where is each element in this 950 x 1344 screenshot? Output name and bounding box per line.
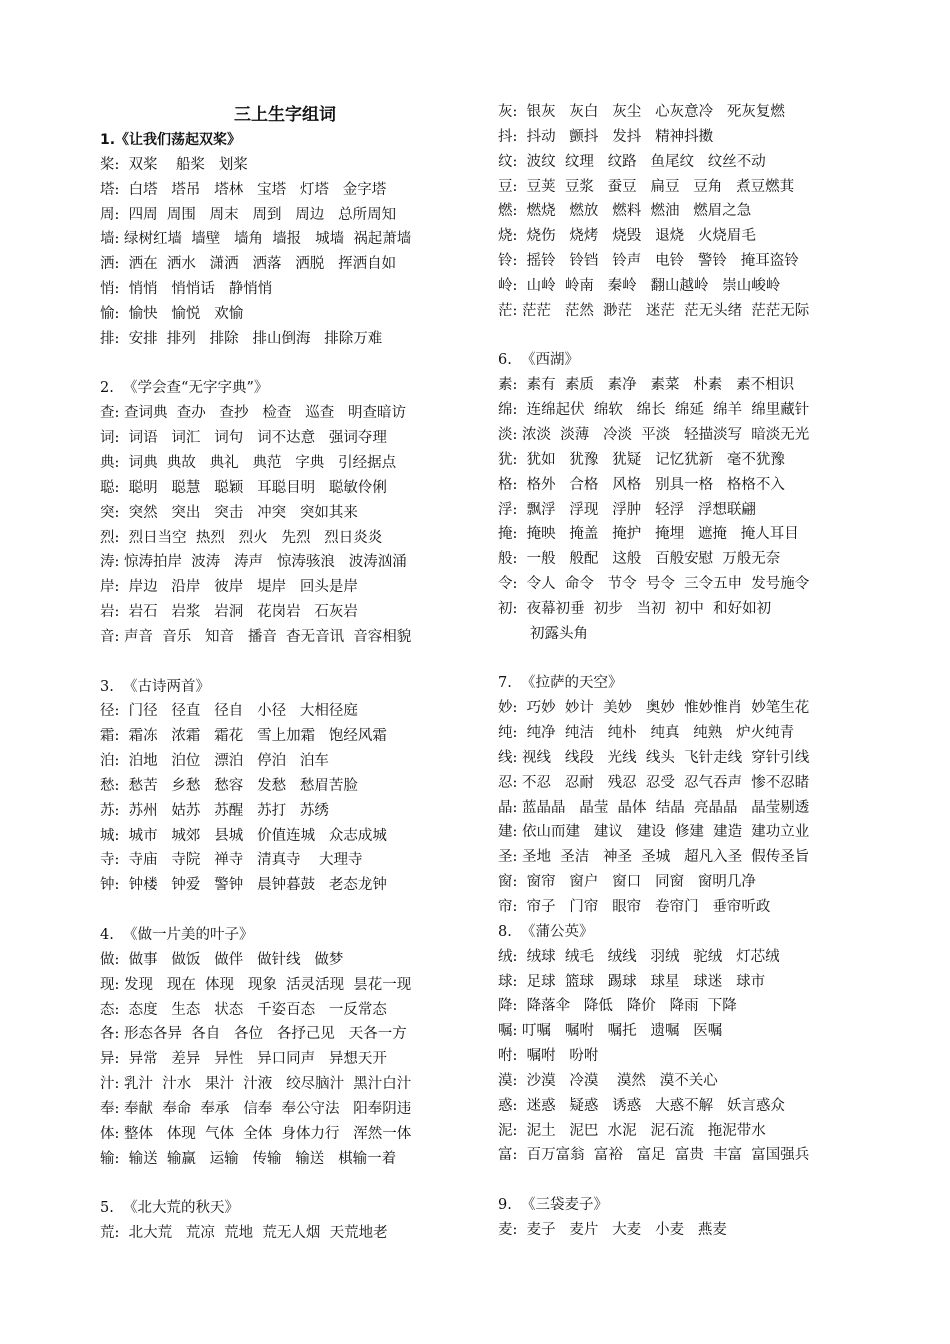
word-entry: 掩: 掩映 掩盖 掩护 掩埋 遮掩 掩人耳目	[498, 526, 799, 543]
word-entry: 豆: 豆荚 豆浆 蚕豆 扁豆 豆角 煮豆燃萁	[498, 178, 795, 195]
word-entry: 绵: 连绵起伏 绵软 绵长 绵延 绵羊 绵里藏针	[498, 402, 810, 419]
word-entry: 洒: 洒在 洒水 潇洒 洒落 洒脱 挥洒自如	[100, 256, 397, 273]
word-entry: 惑: 迷惑 疑惑 诱惑 大惑不解 妖言惑众	[498, 1097, 785, 1114]
word-entry: 灰: 银灰 灰白 灰尘 心灰意冷 死灰复燃	[498, 104, 785, 120]
word-entry: 纹: 波纹 纹理 纹路 鱼尾纹 纹丝不动	[498, 153, 766, 170]
word-entry: 桨: 双桨 船桨 划桨	[100, 156, 248, 173]
word-entry: 异: 异常 差异 异性 异口同声 异想天开	[100, 1051, 387, 1068]
word-entry: 茫: 茫茫 茫然 渺茫 迷茫 茫无头绪 茫茫无际	[498, 302, 810, 319]
lesson-heading: 8. 《蒲公英》	[498, 923, 594, 940]
word-entry: 咐: 嘱咐 吩咐	[498, 1048, 599, 1065]
word-entry: 漠: 沙漠 冷漠 漠然 漠不关心	[498, 1072, 718, 1089]
word-entry: 查: 查词典 查办 查抄 检查 巡查 明查暗访	[100, 405, 407, 422]
word-entry: 涛: 惊涛拍岸 波涛 涛声 惊涛骇浪 波涛汹涌	[100, 554, 407, 571]
word-entry: 嘱: 叮嘱 嘱咐 嘱托 遗嘱 医嘱	[498, 1023, 723, 1040]
word-entry: 麦: 麦子 麦片 大麦 小麦 燕麦	[498, 1221, 727, 1238]
word-entry: 烈: 烈日当空 热烈 烈火 先烈 烈日炎炎	[100, 529, 383, 546]
word-entry: 素: 素有 素质 素净 素菜 朴素 素不相识	[498, 377, 795, 394]
blank-line	[100, 352, 470, 377]
word-entry: 泥: 泥土 泥巴 水泥 泥石流 拖泥带水	[498, 1122, 766, 1139]
word-entry: 犹: 犹如 犹豫 犹疑 记忆犹新 毫不犹豫	[498, 451, 785, 468]
word-entry: 典: 词典 典故 典礼 典范 字典 引经据点	[100, 454, 397, 471]
word-entry: 寺: 寺庙 寺院 禅寺 清真寺 大理寺	[100, 852, 363, 869]
word-entry: 墙: 绿树红墙 墙壁 墙角 墙报 城墙 祸起萧墙	[100, 231, 412, 248]
word-entry: 做: 做事 做饭 做伴 做针线 做梦	[100, 951, 344, 968]
word-entry: 般: 一般 般配 这般 百般安慰 万般无奈	[498, 551, 781, 568]
lesson-heading: 7. 《拉萨的天空》	[498, 675, 623, 692]
word-entry: 淡: 浓淡 淡薄 冷淡 平淡 轻描淡写 暗淡无光	[498, 426, 810, 443]
blank-line	[100, 898, 470, 923]
lesson-heading: 5. 《北大荒的秋天》	[100, 1200, 240, 1217]
word-entry: 现: 发现 现在 体现 现象 活灵活现 昙花一现	[100, 976, 412, 993]
word-entry: 格: 格外 合格 风格 别具一格 格格不入	[498, 476, 785, 493]
word-entry: 排: 安排 排列 排除 排山倒海 排除万难	[100, 330, 383, 347]
word-entry: 周: 四周 周围 周末 周到 周边 总所周知	[100, 206, 397, 223]
lesson-heading: 6. 《西湖》	[498, 352, 580, 369]
word-entry: 体: 整体 体现 气体 全体 身体力行 浑然一体	[100, 1125, 412, 1142]
word-entry: 汁: 乳汁 汁水 果汁 汁液 绞尽脑汁 黑汁白汁	[100, 1076, 412, 1093]
word-entry: 建: 依山而建 建议 建设 修建 建造 建功立业	[498, 824, 810, 841]
word-entry: 浮: 飘浮 浮现 浮肿 轻浮 浮想联翩	[498, 501, 756, 518]
lesson-heading: 9. 《三袋麦子》	[498, 1197, 609, 1214]
word-entry: 苏: 苏州 姑苏 苏醒 苏打 苏绣	[100, 802, 329, 819]
word-entry: 各: 形态各异 各自 各位 各抒己见 天各一方	[100, 1026, 407, 1043]
word-entry: 霜: 霜冻 浓霜 霜花 雪上加霜 饱经风霜	[100, 728, 387, 745]
left-lines	[100, 128, 470, 1246]
word-entry: 岸: 岸边 沿岸 彼岸 堤岸 回头是岸	[100, 579, 358, 596]
word-entry: 泊: 泊地 泊位 漂泊 停泊 泊车	[100, 753, 329, 770]
blank-line	[100, 1171, 470, 1196]
word-entry: 窗: 窗帘 窗户 窗口 同窗 窗明几净	[498, 874, 756, 891]
blank-line	[498, 324, 868, 349]
lesson-heading: 1.《让我们荡起双桨》	[100, 132, 242, 148]
word-entry: 荒: 北大荒 荒凉 荒地 荒无人烟 天荒地老	[100, 1225, 388, 1242]
word-entry: 输: 输送 输赢 运输 传输 输送 棋输一着	[100, 1150, 397, 1167]
blank-line	[100, 650, 470, 675]
word-entry: 降: 降落伞 降低 降价 降雨 下降	[498, 998, 737, 1015]
word-entry: 音: 声音 音乐 知音 播音 杳无音讯 音容相貌	[100, 628, 412, 645]
word-entry: 突: 突然 突出 突击 冲突 突如其来	[100, 504, 358, 521]
word-entry: 愁: 愁苦 乡愁 愁容 发愁 愁眉苦脸	[100, 777, 358, 794]
word-entry: 铃: 摇铃 铃铛 铃声 电铃 警铃 掩耳盗铃	[498, 253, 799, 270]
left-column	[100, 100, 470, 1246]
word-entry: 线: 视线 线段 光线 线头 飞针走线 穿针引线	[498, 749, 810, 766]
blank-line	[498, 647, 868, 672]
lesson-heading: 2. 《学会查“无字字典”》	[100, 380, 269, 397]
word-entry: 绒: 绒球 绒毛 绒线 羽绒 驼绒 灯芯绒	[498, 948, 780, 965]
word-entry: 晶: 蓝晶晶 晶莹 晶体 结晶 亮晶晶 晶莹剔透	[498, 799, 810, 816]
word-entry: 词: 词语 词汇 词句 词不达意 强词夺理	[100, 430, 387, 447]
word-entry: 妙: 巧妙 妙计 美妙 奥妙 惟妙惟肖 妙笔生花	[498, 700, 810, 717]
word-entry: 塔: 白塔 塔吊 塔林 宝塔 灯塔 金字塔	[100, 181, 387, 198]
right-lines	[498, 100, 868, 1243]
word-entry: 初: 夜幕初垂 初步 当初 初中 和好如初	[498, 600, 772, 617]
word-entry: 态: 态度 生态 状态 千姿百态 一反常态	[100, 1001, 387, 1018]
word-entry: 岭: 山岭 岭南 秦岭 翻山越岭 崇山峻岭	[498, 277, 781, 294]
right-column	[498, 100, 868, 1243]
word-entry: 纯: 纯净 纯洁 纯朴 纯真 纯熟 炉火纯青	[498, 725, 795, 742]
word-entry: 忍: 不忍 忍耐 残忍 忍受 忍气吞声 惨不忍睹	[498, 774, 810, 791]
lesson-heading: 3. 《古诗两首》	[100, 678, 211, 695]
word-entry: 钟: 钟楼 钟爱 警钟 晨钟暮鼓 老态龙钟	[100, 877, 387, 894]
word-entry: 令: 令人 命令 节令 号令 三令五申 发号施令	[498, 576, 810, 593]
lesson-heading: 4. 《做一片美的叶子》	[100, 927, 254, 943]
word-entry: 球: 足球 篮球 踢球 球星 球迷 球市	[498, 973, 766, 990]
word-entry: 奉: 奉献 奉命 奉承 信奉 奉公守法 阳奉阴违	[100, 1100, 412, 1117]
word-entry: 径: 门径 径直 径自 小径 大相径庭	[100, 703, 358, 720]
word-entry: 愉: 愉快 愉悦 欢愉	[100, 305, 244, 322]
word-entry: 岩: 岩石 岩浆 岩洞 花岗岩 石灰岩	[100, 604, 358, 621]
blank-line	[498, 1168, 868, 1193]
word-entry: 烧: 烧伤 烧烤 烧毁 退烧 火烧眉毛	[498, 228, 756, 245]
word-entry: 圣: 圣地 圣洁 神圣 圣城 超凡入圣 假传圣旨	[498, 849, 810, 866]
word-entry: 帘: 帘子 门帘 眼帘 卷帘门 垂帘听政	[498, 899, 771, 915]
word-entry: 抖: 抖动 颤抖 发抖 精神抖擞	[498, 128, 714, 145]
word-entry: 燃: 燃烧 燃放 燃料 燃油 燃眉之急	[498, 203, 752, 220]
word-entry: 城: 城市 城郊 县城 价值连城 众志成城	[100, 827, 387, 844]
page-title: 三上生字组词	[234, 105, 336, 125]
word-entry: 聪: 聪明 聪慧 聪颖 耳聪目明 聪敏伶俐	[100, 479, 387, 496]
word-entry: 初露头角	[530, 625, 588, 642]
word-entry: 富: 百万富翁 富裕 富足 富贵 丰富 富国强兵	[498, 1147, 810, 1164]
word-entry: 悄: 悄悄 悄悄话 静悄悄	[100, 281, 273, 298]
